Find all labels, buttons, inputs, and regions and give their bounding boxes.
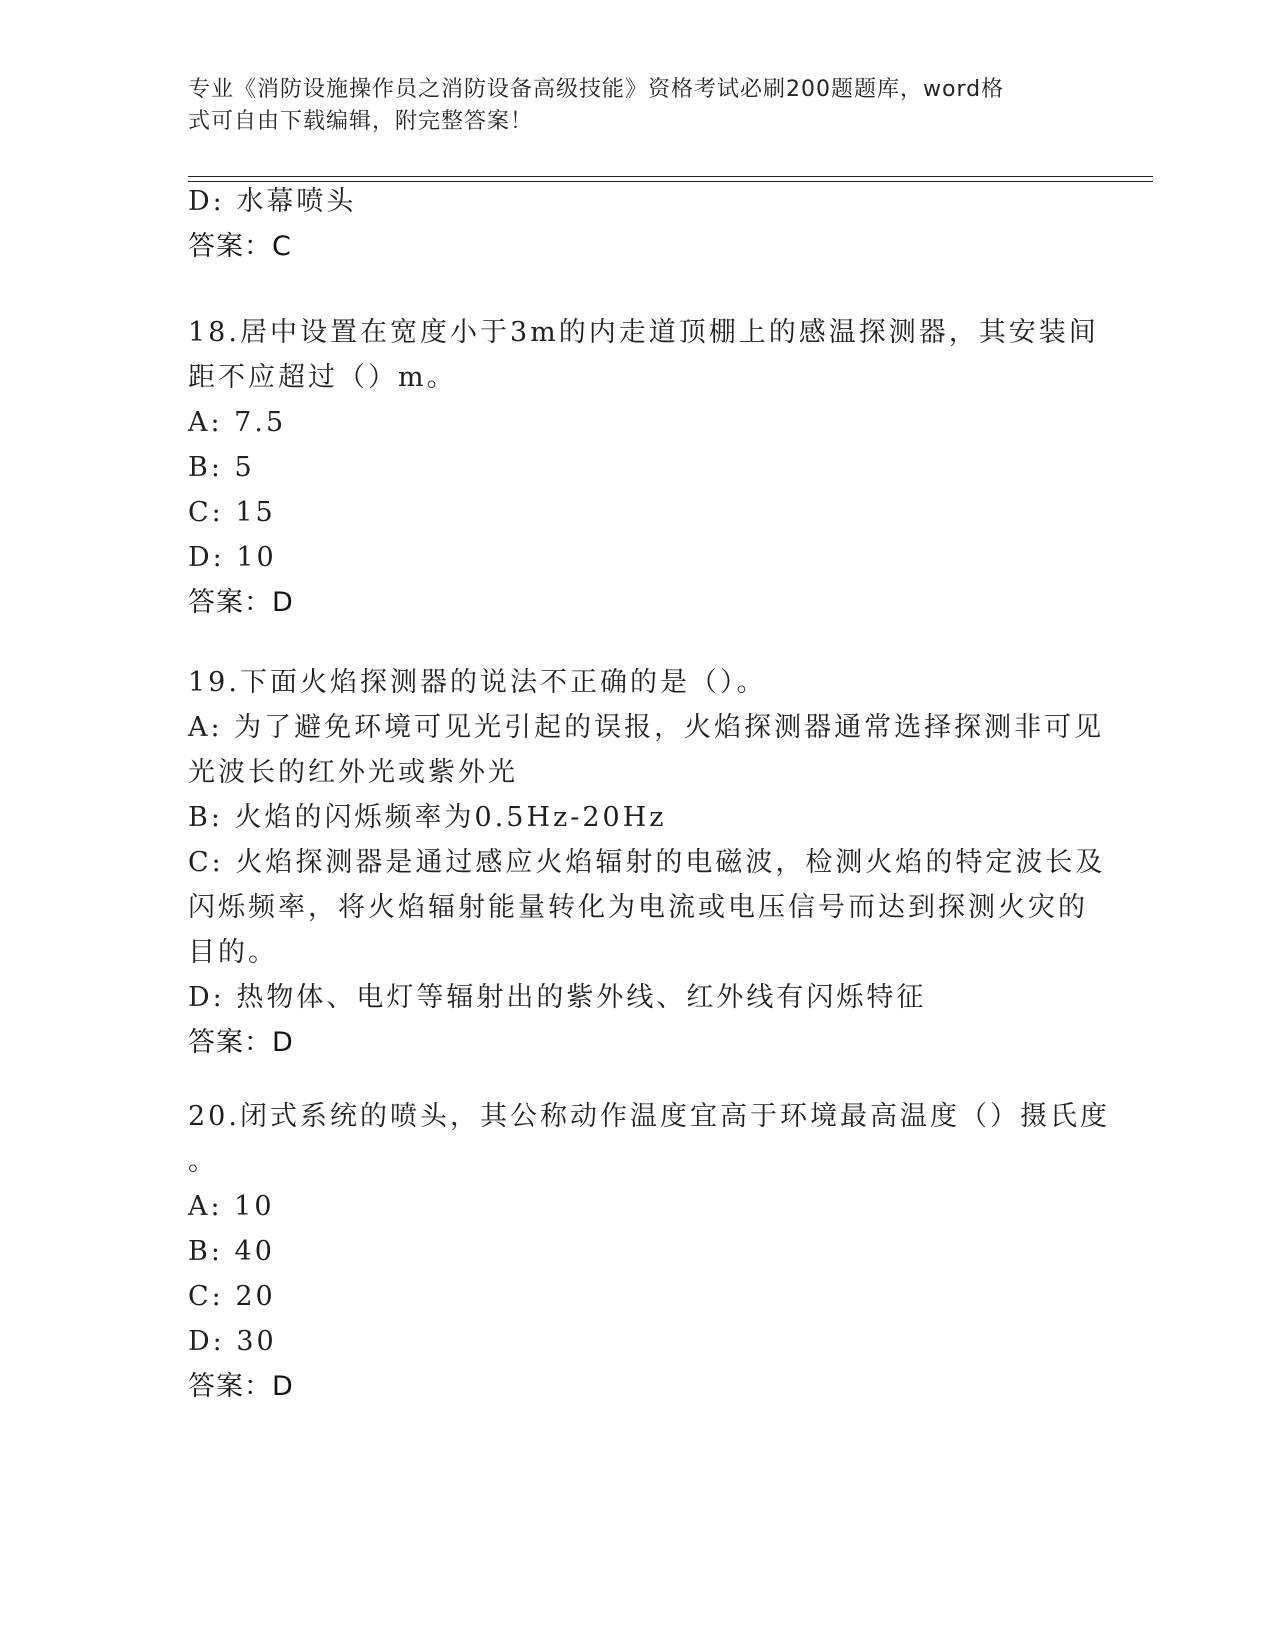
option-b: B: 火焰的闪烁频率为0.5Hz-20Hz bbox=[188, 802, 667, 833]
header-divider-top bbox=[188, 176, 1153, 177]
option-c: C: 15 bbox=[188, 497, 276, 528]
answer-line: 答案：C bbox=[188, 231, 292, 262]
option-d: D: 热物体、电灯等辐射出的紫外线、红外线有闪烁特征 bbox=[188, 982, 927, 1013]
page-header bbox=[188, 74, 1068, 138]
question-stem-line-2: 距不应超过（）m。 bbox=[188, 362, 457, 393]
answer-line: 答案：D bbox=[188, 1027, 294, 1058]
option-a-line-1: A: 为了避免环境可见光引起的误报，火焰探测器通常选择探测非可见 bbox=[188, 712, 1105, 743]
option-d: D: 水幕喷头 bbox=[188, 186, 357, 217]
option-a: A: 10 bbox=[188, 1191, 275, 1222]
option-c-line-1: C: 火焰探测器是通过感应火焰辐射的电磁波，检测火焰的特定波长及 bbox=[188, 847, 1106, 878]
question-stem-line-1: 18.居中设置在宽度小于3m的内走道顶棚上的感温探测器，其安装间 bbox=[188, 317, 1099, 348]
option-c: C: 20 bbox=[188, 1281, 276, 1312]
option-a: A: 7.5 bbox=[188, 407, 287, 438]
header-line-1: 专业《消防设施操作员之消防设备高级技能》资格考试必刷200题题库，word格 bbox=[188, 77, 1005, 102]
header-line-2: 式可自由下载编辑，附完整答案！ bbox=[188, 109, 534, 134]
option-b: B: 40 bbox=[188, 1236, 275, 1267]
question-stem-line-1: 20.闭式系统的喷头，其公称动作温度宜高于环境最高温度（）摄氏度 bbox=[188, 1101, 1110, 1132]
question-stem: 19.下面火焰探测器的说法不正确的是（）。 bbox=[188, 667, 767, 698]
option-c-line-2: 闪烁频率，将火焰辐射能量转化为电流或电压信号而达到探测火灾的 bbox=[188, 892, 1088, 923]
option-d: D: 30 bbox=[188, 1326, 277, 1357]
question-stem-line-2: 。 bbox=[188, 1146, 218, 1177]
previous-question-tail bbox=[188, 179, 1088, 269]
answer-line: 答案：D bbox=[188, 1371, 294, 1402]
option-b: B: 5 bbox=[188, 452, 255, 483]
question-18 bbox=[188, 310, 1099, 625]
option-c-line-3: 目的。 bbox=[188, 937, 278, 968]
answer-line: 答案：D bbox=[188, 587, 294, 618]
question-19 bbox=[188, 660, 1106, 1065]
question-20 bbox=[188, 1094, 1110, 1409]
option-a-line-2: 光波长的红外光或紫外光 bbox=[188, 757, 518, 788]
option-d: D: 10 bbox=[188, 542, 277, 573]
